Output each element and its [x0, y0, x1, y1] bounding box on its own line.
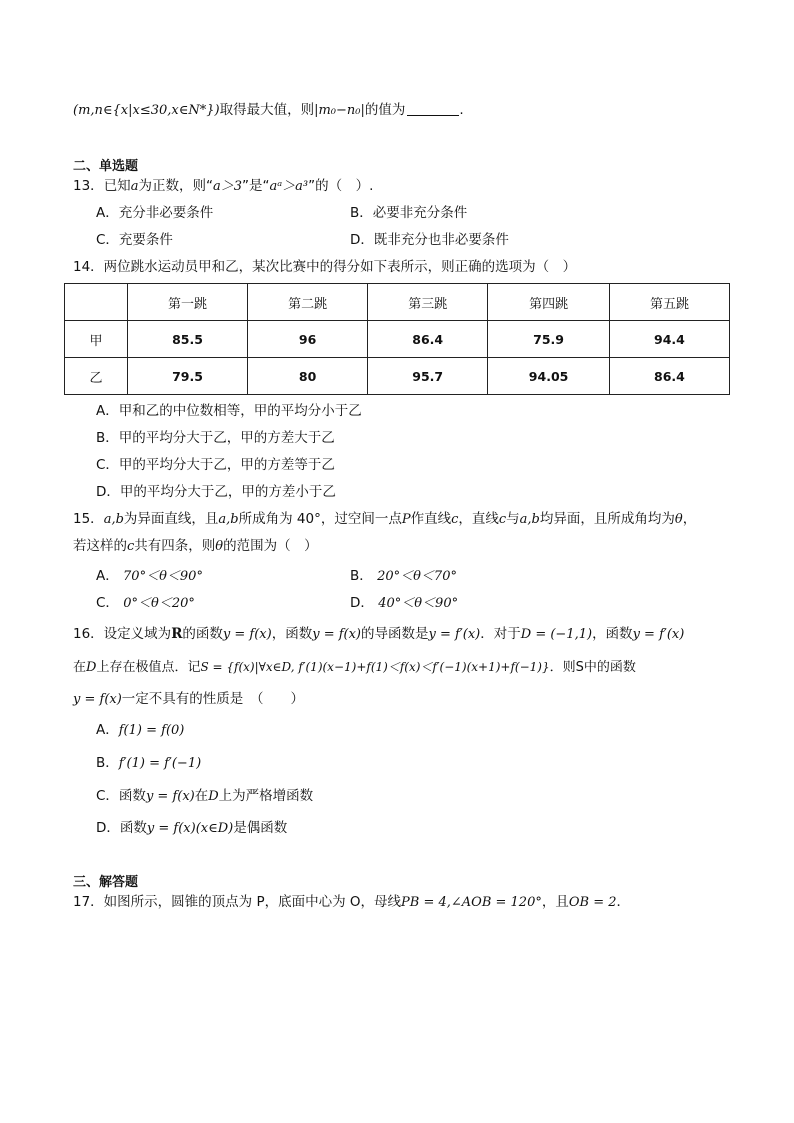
q16-text: 在: [194, 788, 209, 804]
option-label: D．函数: [96, 820, 147, 836]
table-cell: 95.7: [368, 358, 488, 395]
q16-text: ，函数: [592, 626, 633, 642]
option-label: C．函数: [96, 788, 146, 804]
q16-option-a[interactable]: [96, 720, 184, 741]
section-title-answer-questions: 三、解答题: [73, 875, 139, 890]
q16-math: y = f′(x): [428, 627, 481, 642]
q15-text: 共有四条，则: [134, 538, 216, 554]
q15-text: 与: [506, 511, 520, 527]
q12-text2: 的值为: [364, 102, 406, 118]
table-row: [65, 321, 730, 358]
table-cell: 75.9: [488, 321, 610, 358]
q16-option-c[interactable]: [96, 786, 313, 807]
q15-math: a,b: [218, 512, 239, 527]
q15-option-c-value: 0°＜θ＜20°: [123, 596, 195, 611]
q15-option-a[interactable]: A． 70°＜θ＜90°: [96, 568, 203, 584]
q15-option-d-value: 40°＜θ＜90°: [378, 596, 459, 611]
q15-stem-line2: [73, 536, 318, 557]
q12-abs-expression: |m₀−n₀|: [314, 103, 365, 118]
q15-option-a-value: 70°＜θ＜90°: [123, 569, 203, 584]
q15-text: 为异面直线，且: [123, 511, 219, 527]
table-cell: 85.5: [128, 321, 248, 358]
q16-text: 的函数: [182, 626, 223, 642]
q17-math: PB = 4,∠AOB = 120°: [401, 895, 542, 910]
q15-math: c: [451, 512, 459, 527]
q16-text: ，函数: [271, 626, 313, 642]
q15-number: 15．: [73, 511, 104, 527]
q16-text: ．对于: [480, 626, 521, 642]
table-row: [65, 358, 730, 395]
q13-stem: [73, 176, 373, 197]
row-label-jia: 甲: [65, 321, 128, 358]
q16-math: y = f′(x): [632, 627, 685, 642]
q13-option-b[interactable]: B．必要非充分条件: [350, 205, 468, 221]
q17-math: OB = 2: [568, 895, 617, 910]
table-header-cell: 第一跳: [128, 284, 248, 321]
table-cell: 86.4: [609, 358, 729, 395]
q15-math: c: [498, 512, 507, 527]
table-cell: 94.05: [488, 358, 610, 395]
q16-text: 在: [73, 660, 87, 675]
q15-text: 所成角为 40°，过空间一点: [238, 511, 402, 527]
q13-option-a[interactable]: A．充分非必要条件: [96, 205, 214, 221]
q13-condition-2: aᵃ＞a³: [269, 179, 309, 194]
q13-text: 已知: [103, 178, 131, 194]
q12-tail: [73, 100, 464, 121]
table-cell: 94.4: [609, 321, 729, 358]
q15-option-b[interactable]: B． 20°＜θ＜70°: [350, 568, 457, 584]
q13-var: a: [130, 179, 139, 194]
q16-math: y = f(x)(x∈D): [146, 821, 234, 836]
table-header-cell: 第五跳: [609, 284, 729, 321]
q15-math: θ: [215, 539, 224, 554]
q16-set-definition: S = {f(x)|∀x∈D, f′(1)(x−1)+f(1)＜f(x)＜f′(−1)(x+1)+f(−1)}: [200, 660, 550, 674]
table-header-cell: 第三跳: [368, 284, 488, 321]
q16-math: D = (−1,1): [520, 627, 593, 642]
q15-text: 均异面，且所成角均为: [539, 511, 675, 527]
q16-option-b-value: f′(1) = f′(−1): [118, 756, 202, 771]
q17-stem: [73, 892, 630, 913]
q17-text: ．: [616, 894, 630, 910]
q16-math: y = f(x): [73, 692, 122, 707]
table-header-cell: 第二跳: [248, 284, 368, 321]
q16-math: D: [208, 789, 219, 804]
q15-math: θ: [674, 512, 683, 527]
q16-text: 是偶函数: [233, 820, 288, 836]
q16-stem-line3: [73, 689, 304, 710]
table-cell: 80: [248, 358, 368, 395]
q15-math: P: [401, 512, 411, 527]
q16-option-b[interactable]: [96, 753, 201, 774]
q15-option-b-value: 20°＜θ＜70°: [377, 569, 457, 584]
q12-set-expression: (m,n∈{x|x≤30,x∈N*}): [73, 103, 220, 118]
q14-stem: 14．两位跳水运动员甲和乙，某次比赛中的得分如下表所示，则正确的选项为（ ）: [73, 259, 577, 275]
option-label: B．: [96, 755, 119, 771]
q13-option-c[interactable]: C．充要条件: [96, 232, 173, 248]
q16-text: 上存在极值点．记: [96, 660, 201, 675]
q17-text: 17．如图所示，圆锥的顶点为 P，底面中心为 O，母线: [73, 894, 402, 910]
table-cell: 96: [248, 321, 368, 358]
q16-stem-line2: [73, 657, 636, 678]
q15-text: 若这样的: [73, 538, 127, 554]
q15-math: a,b: [103, 512, 124, 527]
q13-text: ”是“: [241, 178, 270, 194]
q12-end: .: [459, 102, 464, 118]
table-header-cell: [65, 284, 128, 321]
q16-math: y = f(x): [312, 627, 362, 642]
q12-text: 取得最大值，则: [219, 102, 315, 118]
q15-stem-line1: [73, 509, 696, 530]
q16-real-set: R: [171, 626, 183, 642]
score-table: [64, 283, 730, 395]
q16-option-a-value: f(1) = f(0): [118, 723, 185, 738]
q13-condition-1: a＞3: [212, 179, 242, 194]
q16-text: 上为严格增函数: [218, 788, 314, 804]
q16-text: 16．设定义域为: [73, 626, 172, 642]
q16-option-d[interactable]: [96, 818, 287, 839]
q15-math: c: [127, 539, 135, 554]
q16-stem-line1: [73, 624, 684, 645]
q15-text: 作直线: [410, 511, 452, 527]
answer-blank: [407, 101, 459, 116]
section-title-single-choice: 二、单选题: [73, 159, 139, 174]
q17-text: ，且: [541, 894, 569, 910]
row-label-yi: 乙: [65, 358, 128, 395]
q16-math: y = f(x): [145, 789, 195, 804]
q15-option-d[interactable]: D． 40°＜θ＜90°: [350, 595, 459, 611]
q16-math: y = f(x): [222, 627, 272, 642]
table-cell: 79.5: [128, 358, 248, 395]
q14-option-d[interactable]: D．甲的平均分大于乙，甲的方差小于乙: [96, 484, 336, 500]
table-header-row: [65, 284, 730, 321]
q13-text: ”的（ ）.: [308, 178, 374, 194]
option-label: A．: [96, 722, 119, 738]
q13-option-d[interactable]: D．既非充分也非必要条件: [350, 232, 509, 248]
q16-text: ．则S中的函数: [549, 660, 636, 675]
q15-math: a,b: [519, 512, 540, 527]
table-header-cell: 第四跳: [488, 284, 610, 321]
q14-option-a[interactable]: A．甲和乙的中位数相等，甲的平均分小于乙: [96, 403, 362, 419]
q13-number: 13．: [73, 178, 104, 194]
q15-text: ，: [682, 511, 697, 527]
table-cell: 86.4: [368, 321, 488, 358]
q13-text: 为正数，则“: [138, 178, 213, 194]
q15-text: ，直线: [458, 511, 499, 527]
q16-math: D: [86, 660, 97, 675]
q15-text: 的范围为（ ）: [223, 538, 318, 554]
q14-option-c[interactable]: C．甲的平均分大于乙，甲的方差等于乙: [96, 457, 335, 473]
q16-text: 一定不具有的性质是 （ ）: [121, 691, 305, 707]
q15-option-c[interactable]: C． 0°＜θ＜20°: [96, 595, 195, 611]
q14-option-b[interactable]: B．甲的平均分大于乙，甲的方差大于乙: [96, 430, 335, 446]
q16-text: 的导函数是: [361, 626, 429, 642]
